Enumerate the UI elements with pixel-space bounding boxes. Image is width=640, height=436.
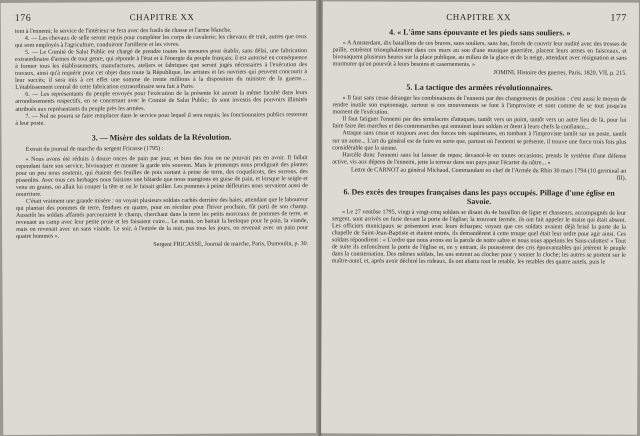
paragraph: 5. — Le Comité de Salut Public est chargé de prendre toutes les mesures pour établir, sans délai, une fabrication extraordinaire d'armes de tout genre, qui réponde à l'état et à l'énergie du peuple français; il est autorisé en conséquence à former tous les établissements, manufactures, ateliers et fabriques que seront jugés nécessaires à l'exécution des travaux, ainsi qu'à requérir pour cet objet dans toute la République, les artistes et les ouvriers qui peuvent concourir à leur succès; il sera mis à cet effet une somme de trente millions à la disposition du ministre de la guerre.... L'établissement central de cette fabrication extraordinaire sera fait à Paris. bbox=[15, 48, 308, 92]
source-citation: JOMINI, Histoire des guerres, Paris, 1820, VII, p. 215. bbox=[493, 70, 627, 77]
section-title: 4. « L'âme sans épouvante et les pieds sans souliers. » bbox=[389, 27, 571, 38]
paragraph: tont à l'ennemi; le service de l'intérieur se fera avec des fusils de chasse et l'arme blanche. bbox=[14, 27, 232, 35]
section-intro: Extrait du journal de marche du sergent Fricasse (1795) : bbox=[25, 145, 164, 153]
left-running-head bbox=[15, 11, 307, 24]
right-running-head bbox=[333, 11, 627, 23]
quote-paragraph: Attaque sans cesse et toujours avec des forces très supérieures, en tombant à l'improviste tantôt sur un poste, tantôt sur un autre... L'art du général est de faire en sorte que, partout où l'ennemi se présente, il trouve une force trois fois plus considérable que la sienne. bbox=[332, 130, 627, 152]
paragraph: 7. — Nul ne pourra se faire remplacer dans le service pour lequel il sera requis; les fonctionnaires publics resteront à leur poste. bbox=[15, 111, 308, 127]
section-title: 3. — Misère des soldats de la Révolution. bbox=[91, 132, 232, 143]
quote-paragraph: « Le 27 ventôse 1795, vingt à vingt-cinq soldats se disant du 4e bataillon de ligne et chasseurs, accompagnés de leur sergent, sont arrivés en furie devant la porte de l'église; la trouvant fermée, ils ont fait appeler le maire qui était absent. Les officiers municipaux se présentent avec leurs écharpes; voyant que ces soldats avaient déjà brisé la porte de la chapelle de Saint-Jean-Baptiste et étaient entrés, ils demandèrent à cette troupe quel était leur ordre pour agir ainsi. Ces soldats répondirent : « L'ordre que nous avons est la parole de notre sabre et nous nous appelons les Sans-culottes! » Tout de suite ils enfoncèrent la porte de l'église et, en y entrant, ils poussèrent des cris épouvantables qui jetèrent le peuple dans la consternation. Des mêmes soldats, les uns entrent au clocher pour y sonner la cloche; les autres se portent sur le maître-autel, et, après avoir déchiré les rideaux, ils ont abattu tout le retable, les retables des quatre autels, puis le bbox=[331, 209, 627, 266]
section-title: 6. Des excès des troupes françaises dans les pays occupés. Pillage d'une église en Savoie. bbox=[343, 187, 615, 206]
section-title: 5. La tactique des armées révolutionnaires. bbox=[406, 82, 553, 93]
left-chapter-title: CHAPITRE XX bbox=[129, 11, 195, 23]
right-chapter-title: CHAPITRE XX bbox=[446, 11, 512, 23]
quote-paragraph: « Nous avons été réduits à douze onces de pain par jour, et bien des fois on ne pouvait pas en avoir. Il fallait cependant faire son service, bivouaquer et monter la garde très souvent. Mais le printemps nous prodiguait des plantes pour un peu nous soutenir, qui étaient des feuilles de pois sortant à peine de terre, des coquelicots, des sorrons, des pissenlits. Avec tous ces herbages nous faisions une bâtarde que nous mangions en guise de pain, et lorsque le seigle et venu en grains, on allait lui couper la tête et on le faisait griller. Les pommes à peine défleuries nous servaient aussi de nourriture. bbox=[15, 154, 308, 198]
paragraph: 6. — Les représentants du peuple envoyés pour l'exécution de la présente loi auront la même faculté dans leurs arrondissements respectifs, en se concertant avec le Comité de Salut Public; ils sont investis des pouvoirs illimités attribués aux représentants du peuple près les armées. bbox=[15, 90, 308, 113]
quote-paragraph: « Il faut sans cesse déranger les combinaisons de l'ennemi par des changements de position : c'est aussi le moyen de rendre inutile son espionnage, surtout si ces mouvements se font à l'improviste et sont comme de se tout jusqu'au moment de l'exécution. bbox=[332, 95, 627, 116]
source-citation: Sergent FRICASSE, Journal de marche, Paris, Dumoulin, p. 30. bbox=[153, 241, 309, 249]
paragraph: 4. — Les chevaux de selle seront requis pour compléter les corps de cavalerie; les chevaux de trait, autres que ceux qui sont employés à l'agriculture, conduiront l'artillerie et les vivres. bbox=[14, 34, 307, 49]
left-page bbox=[1, 1, 320, 435]
right-page bbox=[321, 1, 639, 434]
quote-paragraph: Il faut fatiguer l'ennemi par des simulacres d'attaques, tantôt vers un point, tantôt vers un autre lieu de là, pour lui faire faire des marches et des contremarches qui ennuient leurs soldats et ôtent à leurs chefs la confiance... bbox=[332, 116, 627, 131]
quote-paragraph: C'était vraiment une grande misère : on voyait plusieurs soldats cachés derrière des haies, attendant que le laboureur qui plantait des pommes de terre, fendues en quatre, pour en récolter pour l'hiver prochain, fût parti de son champ. Aussitôt les soldats affamés parcouraient le champ, cherchant dans la terre les petits morceaux de pommes de terre, et revenant au camp avec leur petite proie et les faisaient cuire... Le matin, on battait la breloque pour le pain, la viande, mais on revenait avec un sans viande. Le soir, à l'entrée de la nuit, pas tous les jours, on revenait avec un pain pour quatre hommes ». bbox=[15, 197, 309, 241]
left-page-number: 176 bbox=[14, 12, 32, 24]
quote-paragraph: Harcèle donc l'ennemi sans lui laisser de repos; devancé-le en toutes occasions; prends le système d'une défense active, vis aux dépens de l'ennemi, jette la terreur dans son pays pour l'écarter du nôtre... » bbox=[332, 152, 627, 166]
quote-paragraph: « A Amsterdam, dix bataillons de ces braves, sans souliers, sans bas, forcés de couvrir leur nudité avec des tresses de paille, entrèrent triomphalement dans ces murs au son d'une musique guerrière, placent leurs armes en faisceaux, et bivouaquent plusieurs heures sur la place publique, au milieu de la glace et de la neige, attendant avec résignation et sans murmurer qu'on pourvût à leurs besoins et casernements. » bbox=[332, 40, 627, 69]
right-page-number: 177 bbox=[610, 12, 627, 24]
source-citation: Lettre de CARNOT au général Michaud, Commandant en chef de l'Armée du Rhin 30 mars 1794 (10 germinal an III). bbox=[350, 167, 627, 182]
